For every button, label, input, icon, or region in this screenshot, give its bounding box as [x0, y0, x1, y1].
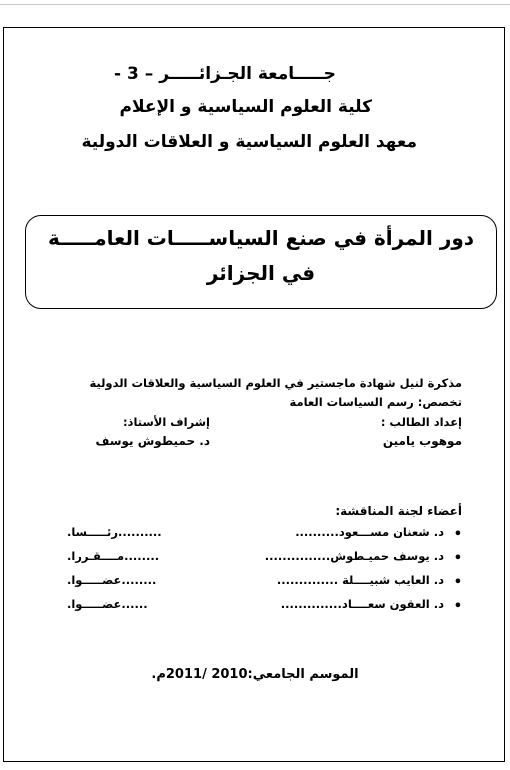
specialty: تخصص: رسم السياسات العامة: [289, 395, 462, 409]
member-role: ..........رئـــــسا.: [67, 525, 162, 539]
faculty-name: كلية العلوم السياسية و الإعلام: [119, 97, 372, 117]
top-divider: [0, 4, 510, 5]
university-name: جـــــامعة الجـزائـــــر – 3 -: [114, 64, 336, 84]
supervisor-name: د. حميطوش يوسف: [95, 434, 210, 448]
committee-member: [67, 549, 462, 571]
prepared-by-label: إعداد الطالب :: [380, 415, 462, 429]
bullet-icon: •: [453, 575, 462, 590]
member-name: د. شعنان مســـعود..........: [295, 525, 444, 539]
member-role: ........عضـــــوا.: [67, 573, 157, 587]
committee-title: أعضاء لجنة المناقشة:: [335, 504, 462, 518]
student-name: موهوب يامين: [382, 434, 462, 448]
member-role: ........مــــقـررا.: [67, 549, 160, 563]
member-name: د. العايب شبيــــلة ..............: [276, 573, 444, 587]
bullet-icon: •: [453, 527, 462, 542]
bullet-icon: •: [453, 551, 462, 566]
institute-name: معهد العلوم السياسية و العلاقات الدولية: [81, 132, 417, 152]
member-name: د. العقون سعــــاد..............: [280, 597, 444, 611]
academic-year: الموسم الجامعي:2010 /2011م.: [151, 667, 359, 682]
member-role: ......عضـــــوا.: [67, 597, 148, 611]
thesis-title-line-2: في الجزائر: [206, 261, 316, 285]
thesis-title-line-1: دور المرأة في صنع السياســـــات العامـــــة: [47, 226, 475, 250]
bullet-icon: •: [453, 599, 462, 614]
committee-member: [67, 573, 462, 595]
member-name: د. يوسف حميـطوش...............: [264, 549, 444, 563]
memo-purpose: مذكرة لنيل شهادة ماجستير في العلوم السياسية والعلاقات الدولية: [89, 376, 462, 390]
committee-member: [67, 525, 462, 547]
committee-member: [67, 597, 462, 619]
supervisor-label: إشراف الأستاذ:: [122, 415, 210, 429]
